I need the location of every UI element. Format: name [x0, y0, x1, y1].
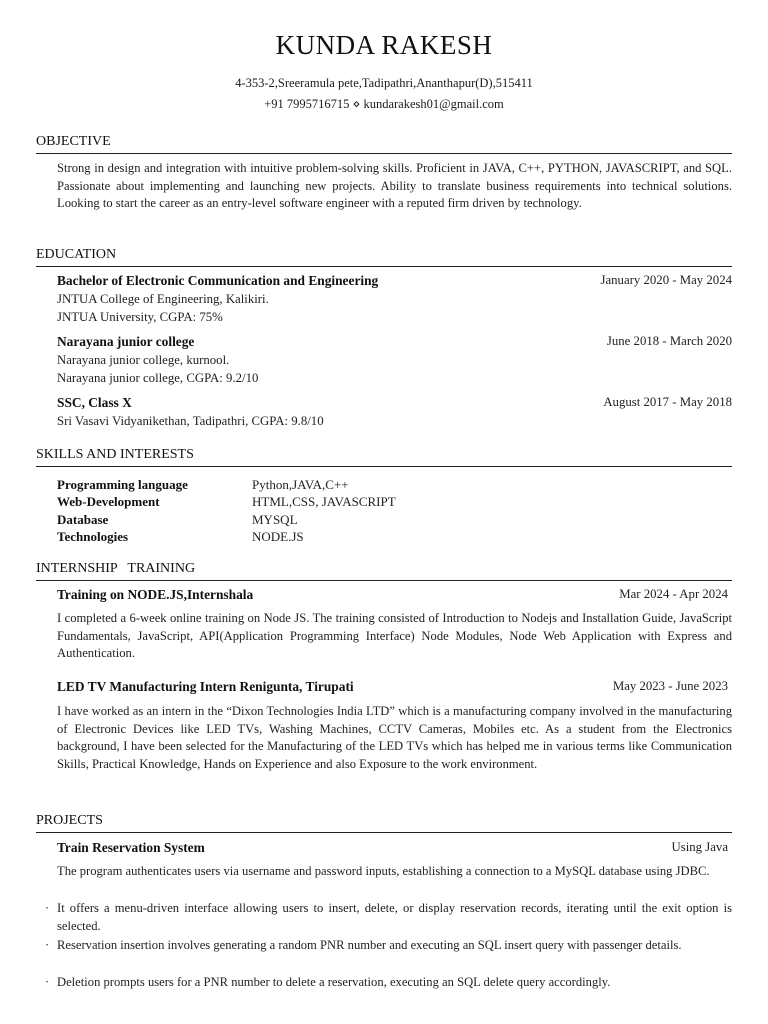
education-grade: JNTUA University, CGPA: 75%: [57, 310, 223, 324]
education-institution: JNTUA College of Engineering, Kalikiri.: [57, 292, 269, 306]
education-entry-bachelor: [57, 273, 732, 291]
bullet-dot-icon: ·: [45, 901, 50, 915]
project-bullet: [45, 900, 732, 935]
section-heading-skills: SKILLS AND INTERESTS: [36, 447, 732, 467]
address-line: 4-353-2,Sreeramula pete,Tadipathri,Ananthapur(D),515411: [235, 76, 533, 90]
degree-title: Narayana junior college: [57, 334, 195, 349]
project-bullet: [45, 974, 732, 992]
project-bullet-text: It offers a menu-driven interface allowing users to insert, delete, or display reservation records, iterating until the exit option is selected.: [57, 901, 732, 933]
project-bullet-text: Deletion prompts users for a PNR number to delete a reservation, executing an SQL delete query accordingly.: [57, 975, 611, 989]
internship-entry-ledtv: [57, 679, 732, 697]
skill-label: Web-Development: [57, 494, 160, 509]
project-bullet-text: Reservation insertion involves generating a random PNR number and executing an SQL insert query with passenger details.: [57, 938, 682, 952]
degree-title: Bachelor of Electronic Communication and Engineering: [57, 273, 379, 288]
project-title: Train Reservation System: [57, 840, 205, 855]
degree-title: SSC, Class X: [57, 395, 132, 410]
objective-text: Strong in design and integration with intuitive problem-solving skills. Proficient in JAVA, C++, PYTHON, JAVASCRIPT, and SQL. Passionate about implementing and launching new projects. Ability to translate business requirements into technical solutions. Looking to start the career as an entry-level software engineer with a reputed firm driven by technology.: [57, 161, 732, 211]
internship-description: I completed a 6-week online training on Node JS. The training consisted of Introduction to Nodejs and Installation Guide, JavaScript Fundamentals, JavaScript, API(Application Programming Interface) Node Modules, Node Web Application with Express and Authentication.: [57, 611, 732, 661]
bullet-dot-icon: ·: [45, 938, 50, 952]
education-institution: Sri Vasavi Vidyanikethan, Tadipathri, CGPA: 9.8/10: [57, 414, 324, 428]
internship-dates: May 2023 - June 2023: [612, 679, 728, 693]
bullet-dot-icon: ·: [45, 975, 50, 989]
skill-label: Programming language: [57, 477, 188, 492]
skill-value: NODE.JS: [252, 529, 304, 544]
section-heading-projects: PROJECTS: [36, 813, 732, 833]
section-heading-education: EDUCATION: [36, 247, 732, 267]
project-intro: The program authenticates users via username and password inputs, establishing a connection to a MySQL database using JDBC.: [57, 864, 710, 878]
skill-row: [57, 529, 732, 546]
skill-value: Python,JAVA,C++: [252, 477, 349, 492]
skill-row: [57, 512, 732, 529]
internship-title: LED TV Manufacturing Intern Renigunta, Tirupati: [57, 679, 354, 694]
contact-line: +91 7995716715 ⋄ kundarakesh01@gmail.com: [264, 97, 504, 111]
skill-row: [57, 477, 732, 494]
education-dates: June 2018 - March 2020: [606, 334, 732, 348]
internship-description: I have worked as an intern in the “Dixon Technologies India LTD” which is a manufacturing company involved in the manufacturing of Electronic Devices like LED TVs, Washing Machines, CCTV Cameras, Mobiles etc. As a student from the Electronics background, I have been selected for the Manufacturing of the LED TVs which has helped me in various terms like Communication Skills, Practical Knowledge, Hands on Experience and also Exposure to the work environment.: [57, 704, 732, 771]
section-heading-internship: INTERNSHIP TRAINING: [36, 561, 732, 581]
project-bullet: [45, 937, 732, 955]
skill-label: Technologies: [57, 529, 129, 544]
project-entry-train-reservation: [57, 840, 732, 858]
education-entry-ssc: [57, 395, 732, 413]
section-heading-objective: OBJECTIVE: [36, 134, 732, 154]
skill-value: MYSQL: [252, 512, 298, 527]
education-grade: Narayana junior college, CGPA: 9.2/10: [57, 371, 259, 385]
internship-dates: Mar 2024 - Apr 2024: [619, 587, 728, 601]
skill-value: HTML,CSS, JAVASCRIPT: [252, 494, 396, 509]
candidate-name: KUNDA RAKESH: [275, 30, 493, 60]
skill-label: Database: [57, 512, 109, 527]
internship-entry-nodejs: [57, 587, 732, 605]
education-dates: January 2020 - May 2024: [600, 273, 732, 287]
project-tech: Using Java: [671, 840, 728, 854]
education-entry-junior-college: [57, 334, 732, 352]
education-dates: August 2017 - May 2018: [603, 395, 732, 409]
education-institution: Narayana junior college, kurnool.: [57, 353, 230, 367]
internship-title: Training on NODE.JS,Internshala: [57, 587, 254, 602]
skill-row: [57, 494, 732, 511]
